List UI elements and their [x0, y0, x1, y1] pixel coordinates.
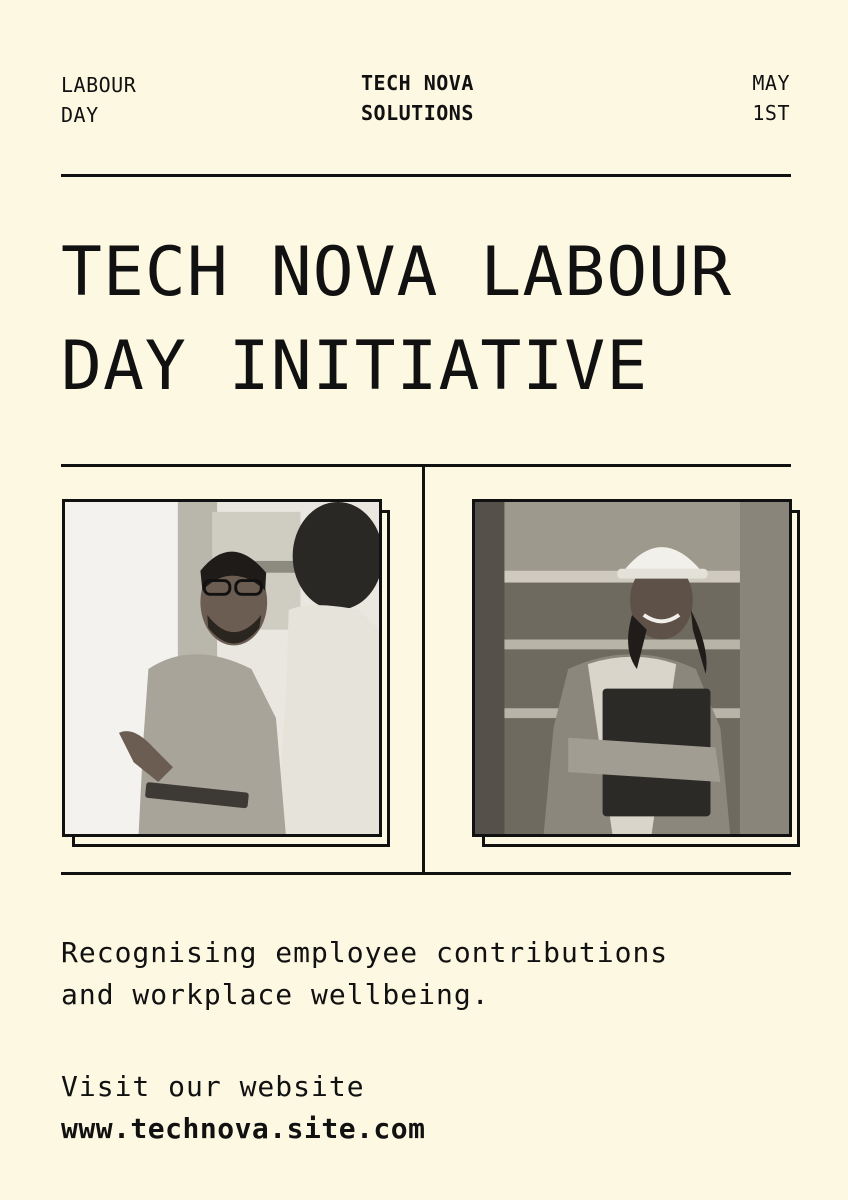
tagline-line1: Recognising employee contributions	[61, 936, 669, 969]
divider-top	[61, 174, 791, 177]
company-name	[361, 68, 474, 128]
event-date-line2: 1ST	[752, 101, 790, 125]
photo-office-meeting-image	[65, 502, 379, 834]
event-label-line2: DAY	[61, 103, 99, 127]
photo-construction-worker-image	[475, 502, 789, 834]
page-title-line2: DAY INITIATIVE	[61, 327, 649, 406]
tagline-line2: and workplace wellbeing.	[61, 978, 490, 1011]
company-name-line1: TECH NOVA	[361, 71, 474, 95]
page-title	[61, 226, 801, 414]
event-label-line1: LABOUR	[61, 73, 137, 97]
photo-office-meeting	[62, 499, 382, 837]
page-title-line1: TECH NOVA LABOUR	[61, 233, 733, 312]
event-date-line1: MAY	[752, 71, 790, 95]
website-link[interactable]: www.technova.site.com	[61, 1112, 426, 1145]
visit-website-label: Visit our website	[61, 1070, 365, 1103]
photo-construction-worker	[472, 499, 792, 837]
event-label	[61, 70, 136, 130]
tagline	[61, 932, 801, 1016]
divider-bottom	[61, 872, 791, 875]
header-row	[61, 68, 790, 138]
event-date	[752, 68, 790, 128]
divider-middle	[61, 464, 791, 467]
divider-vertical	[422, 464, 425, 875]
company-name-line2: SOLUTIONS	[361, 101, 474, 125]
